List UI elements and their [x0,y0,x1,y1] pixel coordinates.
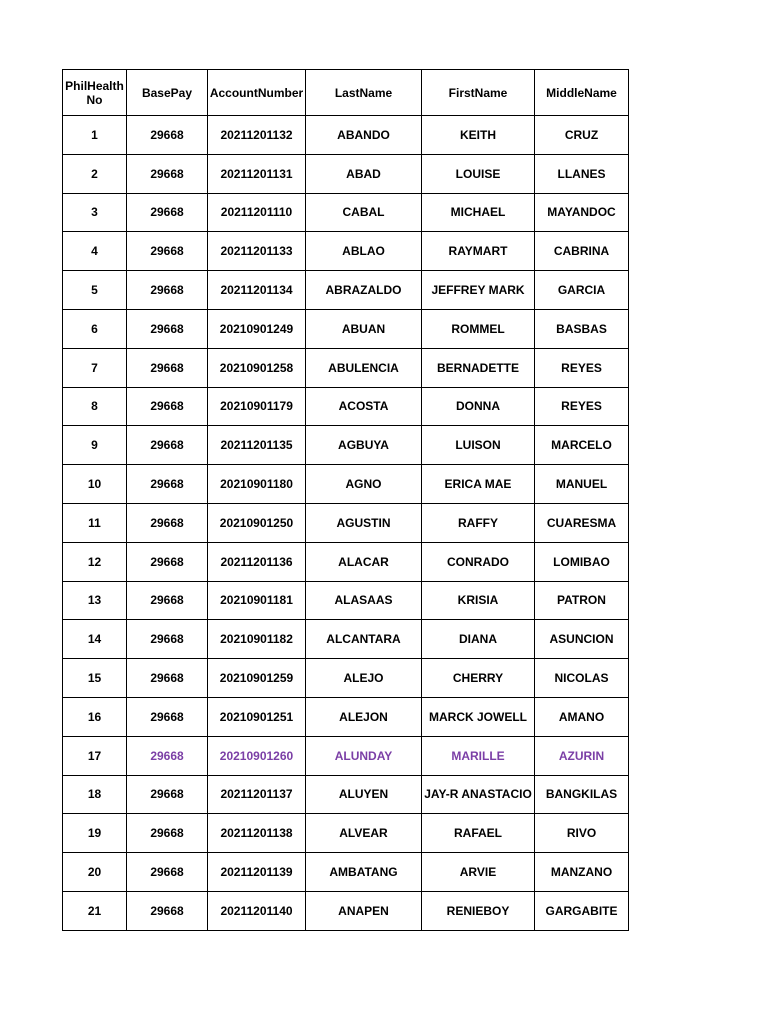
cell-middle-name: CRUZ [535,116,629,155]
cell-philhealth-no: 7 [63,348,127,387]
cell-last-name: ACOSTA [306,387,422,426]
cell-account-number: 20211201137 [208,775,306,814]
cell-last-name: ALASAAS [306,581,422,620]
table-row [63,193,629,232]
cell-last-name: ALCANTARA [306,620,422,659]
cell-basepay: 29668 [127,659,208,698]
table-row [63,853,629,892]
cell-basepay: 29668 [127,620,208,659]
cell-middle-name: LLANES [535,154,629,193]
cell-middle-name: GARCIA [535,271,629,310]
cell-philhealth-no: 9 [63,426,127,465]
cell-basepay: 29668 [127,116,208,155]
cell-account-number: 20210901258 [208,348,306,387]
cell-first-name: DONNA [422,387,535,426]
cell-account-number: 20210901181 [208,581,306,620]
cell-philhealth-no: 20 [63,853,127,892]
cell-middle-name: RIVO [535,814,629,853]
cell-philhealth-no: 1 [63,116,127,155]
table-row [63,271,629,310]
cell-first-name: ERICA MAE [422,465,535,504]
cell-account-number: 20211201110 [208,193,306,232]
cell-middle-name: NICOLAS [535,659,629,698]
cell-last-name: ABLAO [306,232,422,271]
cell-last-name: AGUSTIN [306,503,422,542]
header-last-name: LastName [306,70,422,116]
cell-last-name: ALUNDAY [306,736,422,775]
cell-first-name: RAFFY [422,503,535,542]
cell-basepay: 29668 [127,542,208,581]
cell-basepay: 29668 [127,465,208,504]
cell-account-number: 20210901260 [208,736,306,775]
cell-last-name: ABRAZALDO [306,271,422,310]
cell-account-number: 20210901249 [208,309,306,348]
cell-basepay: 29668 [127,193,208,232]
cell-last-name: ABAD [306,154,422,193]
table-row [63,232,629,271]
table-row [63,465,629,504]
cell-first-name: KEITH [422,116,535,155]
cell-middle-name: CABRINA [535,232,629,271]
cell-middle-name: BASBAS [535,309,629,348]
cell-middle-name: ASUNCION [535,620,629,659]
cell-last-name: ABUAN [306,309,422,348]
cell-middle-name: REYES [535,348,629,387]
cell-philhealth-no: 5 [63,271,127,310]
cell-philhealth-no: 17 [63,736,127,775]
table-row [63,775,629,814]
cell-first-name: LOUISE [422,154,535,193]
cell-account-number: 20210901179 [208,387,306,426]
cell-first-name: MICHAEL [422,193,535,232]
cell-middle-name: PATRON [535,581,629,620]
cell-basepay: 29668 [127,232,208,271]
cell-basepay: 29668 [127,503,208,542]
cell-philhealth-no: 19 [63,814,127,853]
cell-last-name: ALEJON [306,697,422,736]
cell-philhealth-no: 3 [63,193,127,232]
cell-account-number: 20211201135 [208,426,306,465]
cell-first-name: RENIEBOY [422,891,535,930]
table-row [63,503,629,542]
cell-account-number: 20211201133 [208,232,306,271]
cell-account-number: 20211201132 [208,116,306,155]
cell-middle-name: MAYANDOC [535,193,629,232]
cell-middle-name: MANUEL [535,465,629,504]
header-first-name: FirstName [422,70,535,116]
cell-first-name: CONRADO [422,542,535,581]
cell-middle-name: MANZANO [535,853,629,892]
header-account-number: AccountNumber [208,70,306,116]
cell-basepay: 29668 [127,775,208,814]
table-row [63,309,629,348]
cell-philhealth-no: 15 [63,659,127,698]
cell-account-number: 20210901250 [208,503,306,542]
cell-basepay: 29668 [127,814,208,853]
cell-first-name: RAFAEL [422,814,535,853]
cell-account-number: 20210901251 [208,697,306,736]
cell-philhealth-no: 18 [63,775,127,814]
cell-first-name: LUISON [422,426,535,465]
cell-basepay: 29668 [127,271,208,310]
cell-philhealth-no: 12 [63,542,127,581]
cell-first-name: ROMMEL [422,309,535,348]
cell-last-name: AMBATANG [306,853,422,892]
table-row [63,116,629,155]
spreadsheet-sheet [62,69,629,931]
header-basepay: BasePay [127,70,208,116]
cell-philhealth-no: 14 [63,620,127,659]
table-row [63,542,629,581]
cell-last-name: ALVEAR [306,814,422,853]
cell-first-name: ARVIE [422,853,535,892]
table-row [63,659,629,698]
cell-middle-name: AZURIN [535,736,629,775]
table-row [63,814,629,853]
cell-philhealth-no: 2 [63,154,127,193]
cell-first-name: JAY-R ANASTACIO [422,775,535,814]
cell-middle-name: CUARESMA [535,503,629,542]
cell-philhealth-no: 16 [63,697,127,736]
cell-basepay: 29668 [127,387,208,426]
cell-philhealth-no: 6 [63,309,127,348]
cell-first-name: RAYMART [422,232,535,271]
cell-philhealth-no: 11 [63,503,127,542]
cell-last-name: ABULENCIA [306,348,422,387]
cell-basepay: 29668 [127,309,208,348]
cell-last-name: ALUYEN [306,775,422,814]
table-row [63,891,629,930]
cell-account-number: 20211201136 [208,542,306,581]
header-philhealth-no: PhilHealth No [63,70,127,116]
cell-philhealth-no: 8 [63,387,127,426]
cell-philhealth-no: 13 [63,581,127,620]
cell-account-number: 20210901180 [208,465,306,504]
cell-basepay: 29668 [127,154,208,193]
cell-account-number: 20211201131 [208,154,306,193]
cell-last-name: AGBUYA [306,426,422,465]
cell-last-name: ALEJO [306,659,422,698]
cell-basepay: 29668 [127,736,208,775]
cell-basepay: 29668 [127,891,208,930]
cell-basepay: 29668 [127,581,208,620]
cell-middle-name: GARGABITE [535,891,629,930]
employee-table [62,69,629,931]
cell-philhealth-no: 10 [63,465,127,504]
cell-first-name: CHERRY [422,659,535,698]
cell-basepay: 29668 [127,426,208,465]
cell-first-name: MARCK JOWELL [422,697,535,736]
cell-middle-name: AMANO [535,697,629,736]
cell-middle-name: MARCELO [535,426,629,465]
header-row [63,70,629,116]
table-row [63,581,629,620]
cell-first-name: BERNADETTE [422,348,535,387]
cell-account-number: 20211201139 [208,853,306,892]
table-row [63,426,629,465]
cell-first-name: JEFFREY MARK [422,271,535,310]
cell-last-name: CABAL [306,193,422,232]
cell-last-name: ANAPEN [306,891,422,930]
table-row [63,387,629,426]
cell-first-name: DIANA [422,620,535,659]
cell-last-name: AGNO [306,465,422,504]
cell-philhealth-no: 4 [63,232,127,271]
cell-basepay: 29668 [127,697,208,736]
cell-basepay: 29668 [127,348,208,387]
cell-last-name: ABANDO [306,116,422,155]
cell-account-number: 20211201138 [208,814,306,853]
cell-basepay: 29668 [127,853,208,892]
cell-account-number: 20211201134 [208,271,306,310]
cell-account-number: 20210901182 [208,620,306,659]
cell-first-name: KRISIA [422,581,535,620]
header-middle-name: MiddleName [535,70,629,116]
table-body [63,116,629,931]
table-row [63,736,629,775]
table-row [63,348,629,387]
table-row [63,620,629,659]
table-row [63,697,629,736]
table-row [63,154,629,193]
cell-last-name: ALACAR [306,542,422,581]
cell-middle-name: LOMIBAO [535,542,629,581]
cell-middle-name: BANGKILAS [535,775,629,814]
cell-middle-name: REYES [535,387,629,426]
cell-first-name: MARILLE [422,736,535,775]
cell-account-number: 20210901259 [208,659,306,698]
cell-philhealth-no: 21 [63,891,127,930]
cell-account-number: 20211201140 [208,891,306,930]
